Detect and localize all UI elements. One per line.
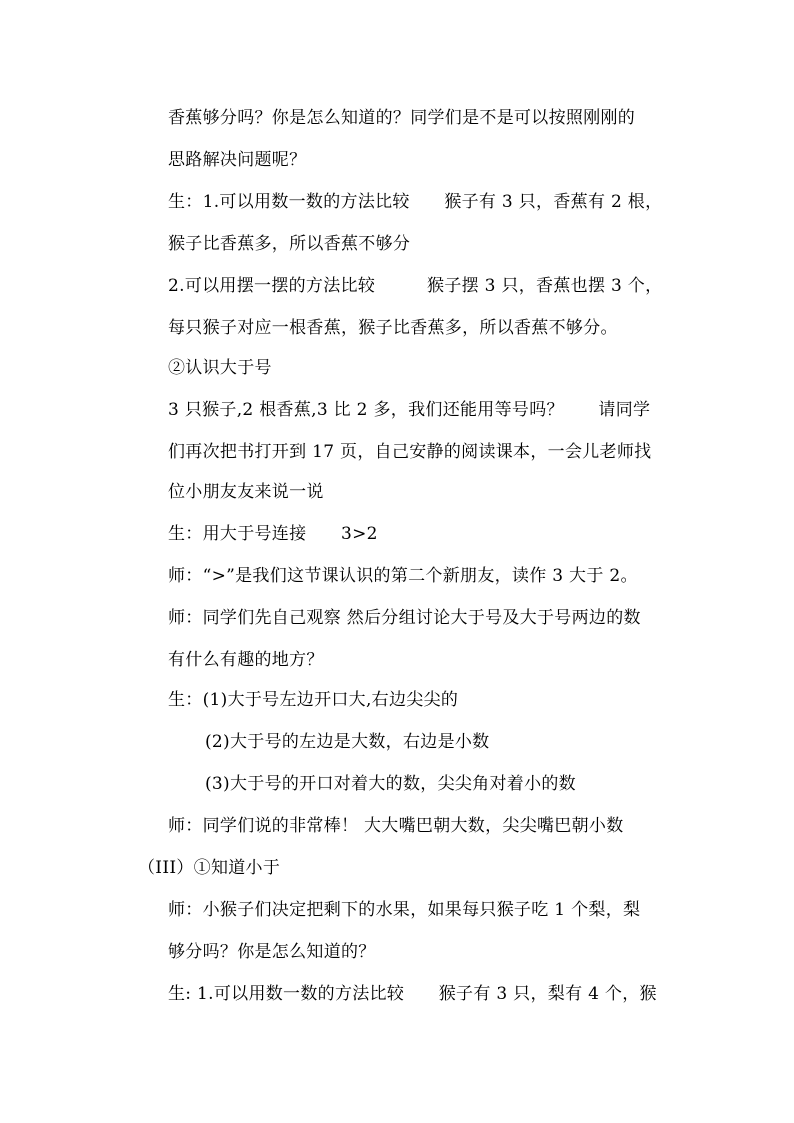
text-line: 师：同学们说的非常棒！ 大大嘴巴朝大数，尖尖嘴巴朝小数	[168, 816, 624, 836]
text-line: 每只猴子对应一根香蕉，猴子比香蕉多，所以香蕉不够分。	[168, 318, 618, 338]
text-line: 师：同学们先自己观察 然后分组讨论大于号及大于号两边的数	[168, 608, 641, 628]
text-line: 够分吗？你是怎么知道的？	[168, 942, 376, 962]
section-heading: （III）①知道小于	[138, 858, 281, 878]
text-line: 思路解决问题呢？	[168, 150, 307, 170]
text-line: 猴子比香蕉多，所以香蕉不够分	[168, 234, 411, 254]
section-heading: ②认识大于号	[168, 358, 272, 378]
text-line: (2)大于号的左边是大数，右边是小数	[205, 732, 490, 752]
text-line: 师：小猴子们决定把剩下的水果，如果每只猴子吃 1 个梨，梨	[168, 900, 641, 920]
text-line: 生：用大于号连接 3>2	[168, 524, 378, 544]
text-line: 们再次把书打开到 17 页，自己安静的阅读课本，一会儿老师找	[168, 442, 652, 462]
text-line: 师：“>”是我们这节课认识的第二个新朋友，读作 3 大于 2。	[168, 566, 638, 586]
text-line: 3 只猴子,2 根香蕉,3 比 2 多，我们还能用等号吗？ 请同学	[168, 400, 651, 420]
text-line: 生: 1.可以用数一数的方法比较 猴子有 3 只，梨有 4 个，猴	[168, 984, 657, 1004]
text-line: 生：1.可以用数一数的方法比较 猴子有 3 只，香蕉有 2 根，	[168, 192, 663, 212]
text-line: 有什么有趣的地方？	[168, 650, 324, 670]
text-line: 香蕉够分吗？你是怎么知道的？同学们是不是可以按照刚刚的	[168, 108, 636, 128]
text-line: (3)大于号的开口对着大的数，尖尖角对着小的数	[205, 774, 576, 794]
text-line: 2.可以用摆一摆的方法比较 猴子摆 3 只，香蕉也摆 3 个，	[168, 276, 663, 296]
text-line: 生：(1)大于号左边开口大,右边尖尖的	[168, 690, 459, 710]
text-line: 位小朋友友来说一说	[168, 482, 324, 502]
